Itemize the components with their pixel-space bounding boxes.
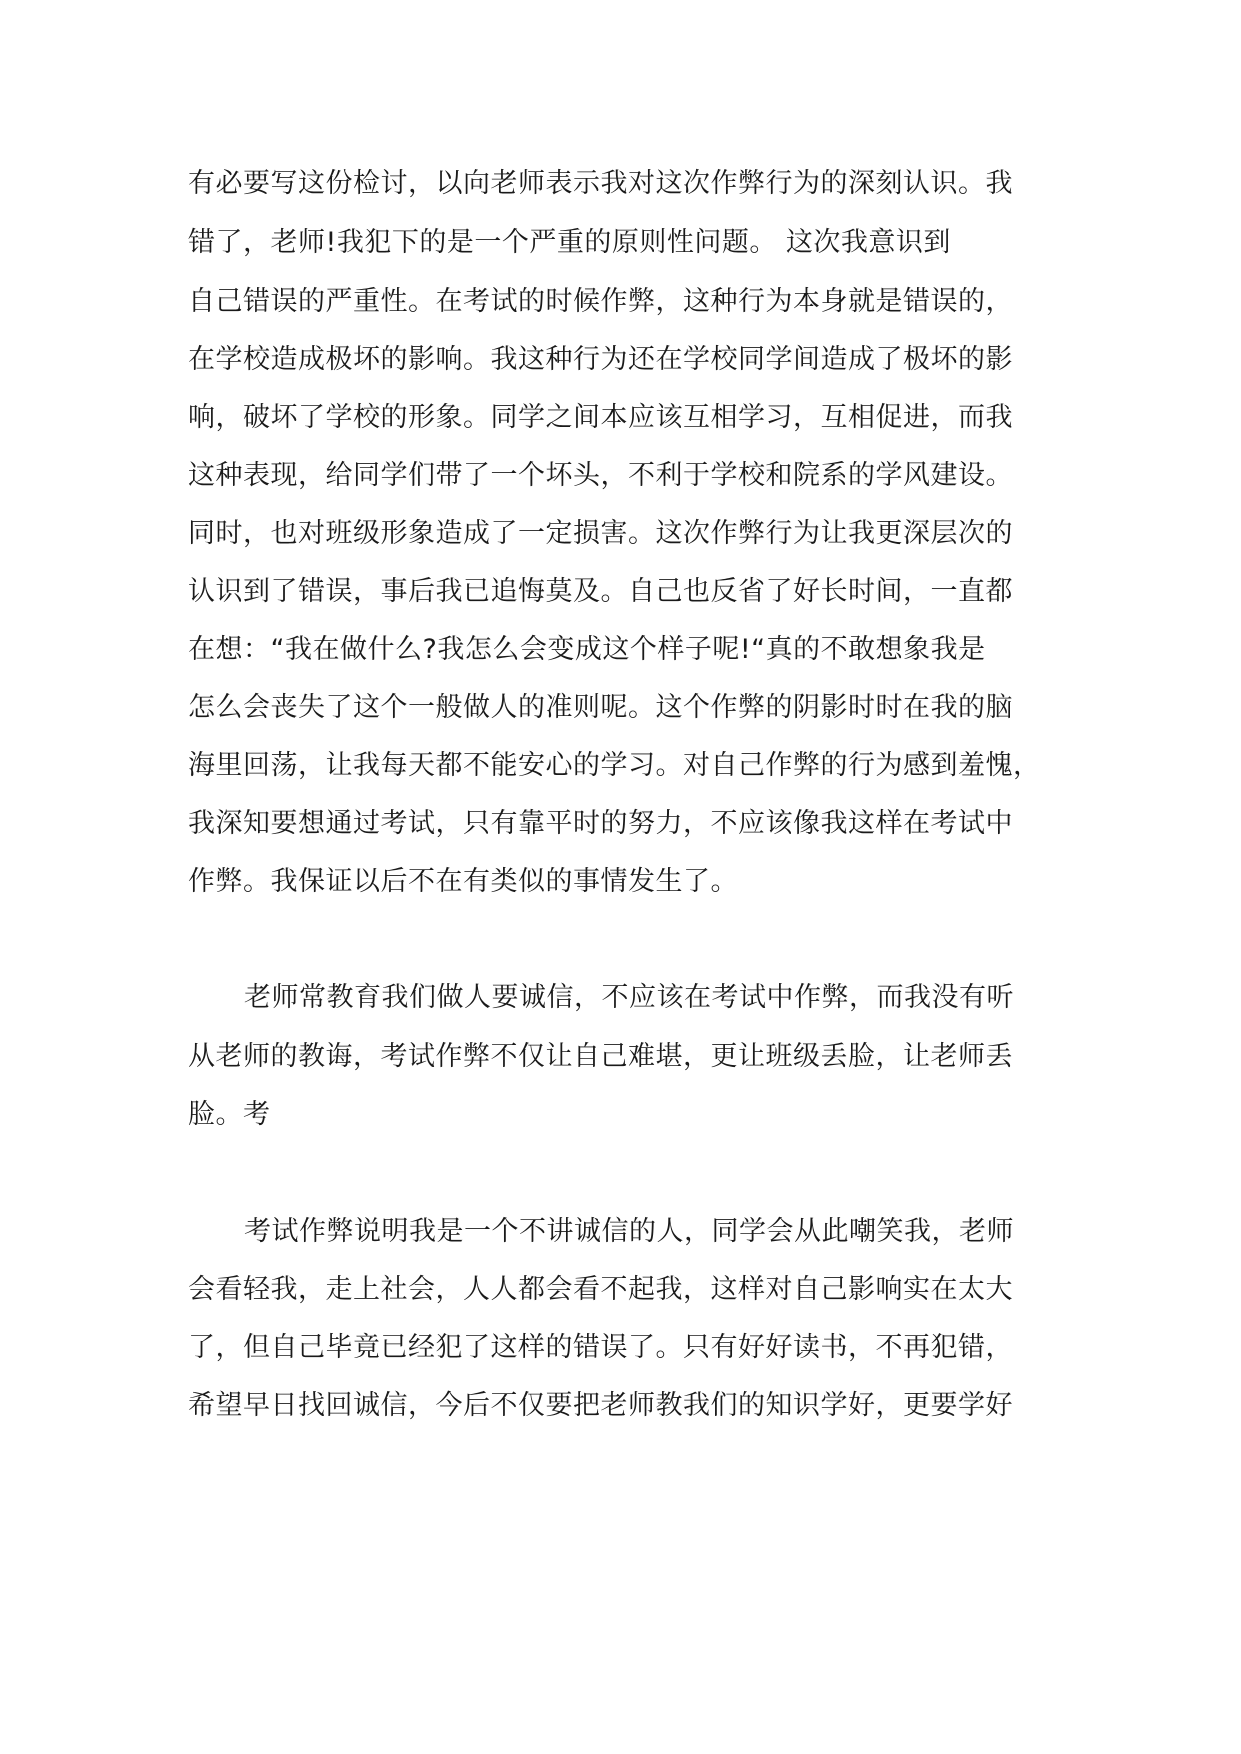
text-line: 老师常教育我们做人要诚信，不应该在考试中作弊，而我没有听 xyxy=(244,982,1014,1013)
text-line: 这种表现，给同学们带了一个坏头，不利于学校和院系的学风建设。 xyxy=(188,460,1013,491)
text-line: 响，破坏了学校的形象。同学之间本应该互相学习，互相促进，而我 xyxy=(188,402,1013,433)
text-line: 有必要写这份检讨，以向老师表示我对这次作弊行为的深刻认识。我 xyxy=(188,168,1013,199)
text-line: 考试作弊说明我是一个不讲诚信的人，同学会从此嘲笑我，老师 xyxy=(244,1216,1014,1247)
text-line: 从老师的教诲，考试作弊不仅让自己难堪，更让班级丢脸，让老师丢 xyxy=(188,1041,1013,1072)
text-line: 在想：“我在做什么?我怎么会变成这个样子呢!“真的不敢想象我是 xyxy=(188,634,986,665)
text-line: 错了，老师!我犯下的是一个严重的原则性问题。 这次我意识到 xyxy=(188,227,951,258)
text-line: 怎么会丧失了这个一般做人的准则呢。这个作弊的阴影时时在我的脑 xyxy=(188,692,1013,723)
text-line: 希望早日找回诚信，今后不仅要把老师教我们的知识学好，更要学好 xyxy=(188,1390,1013,1421)
text-line: 同时，也对班级形象造成了一定损害。这次作弊行为让我更深层次的 xyxy=(188,518,1013,549)
text-line: 了，但自己毕竟已经犯了这样的错误了。只有好好读书，不再犯错， xyxy=(188,1332,1013,1363)
text-line: 认识到了错误，事后我已追悔莫及。自己也反省了好长时间，一直都 xyxy=(188,576,1013,607)
text-line: 在学校造成极坏的影响。我这种行为还在学校同学间造成了极坏的影 xyxy=(188,344,1013,375)
text-line: 海里回荡，让我每天都不能安心的学习。对自己作弊的行为感到羞愧， xyxy=(188,750,1041,781)
text-line: 作弊。我保证以后不在有类似的事情发生了。 xyxy=(188,866,738,897)
text-line: 我深知要想通过考试，只有靠平时的努力，不应该像我这样在考试中 xyxy=(188,808,1013,839)
text-line: 会看轻我，走上社会，人人都会看不起我，这样对自己影响实在太大 xyxy=(188,1274,1013,1305)
text-line: 脸。考 xyxy=(188,1099,271,1130)
text-line: 自己错误的严重性。在考试的时候作弊，这种行为本身就是错误的， xyxy=(188,286,1013,317)
